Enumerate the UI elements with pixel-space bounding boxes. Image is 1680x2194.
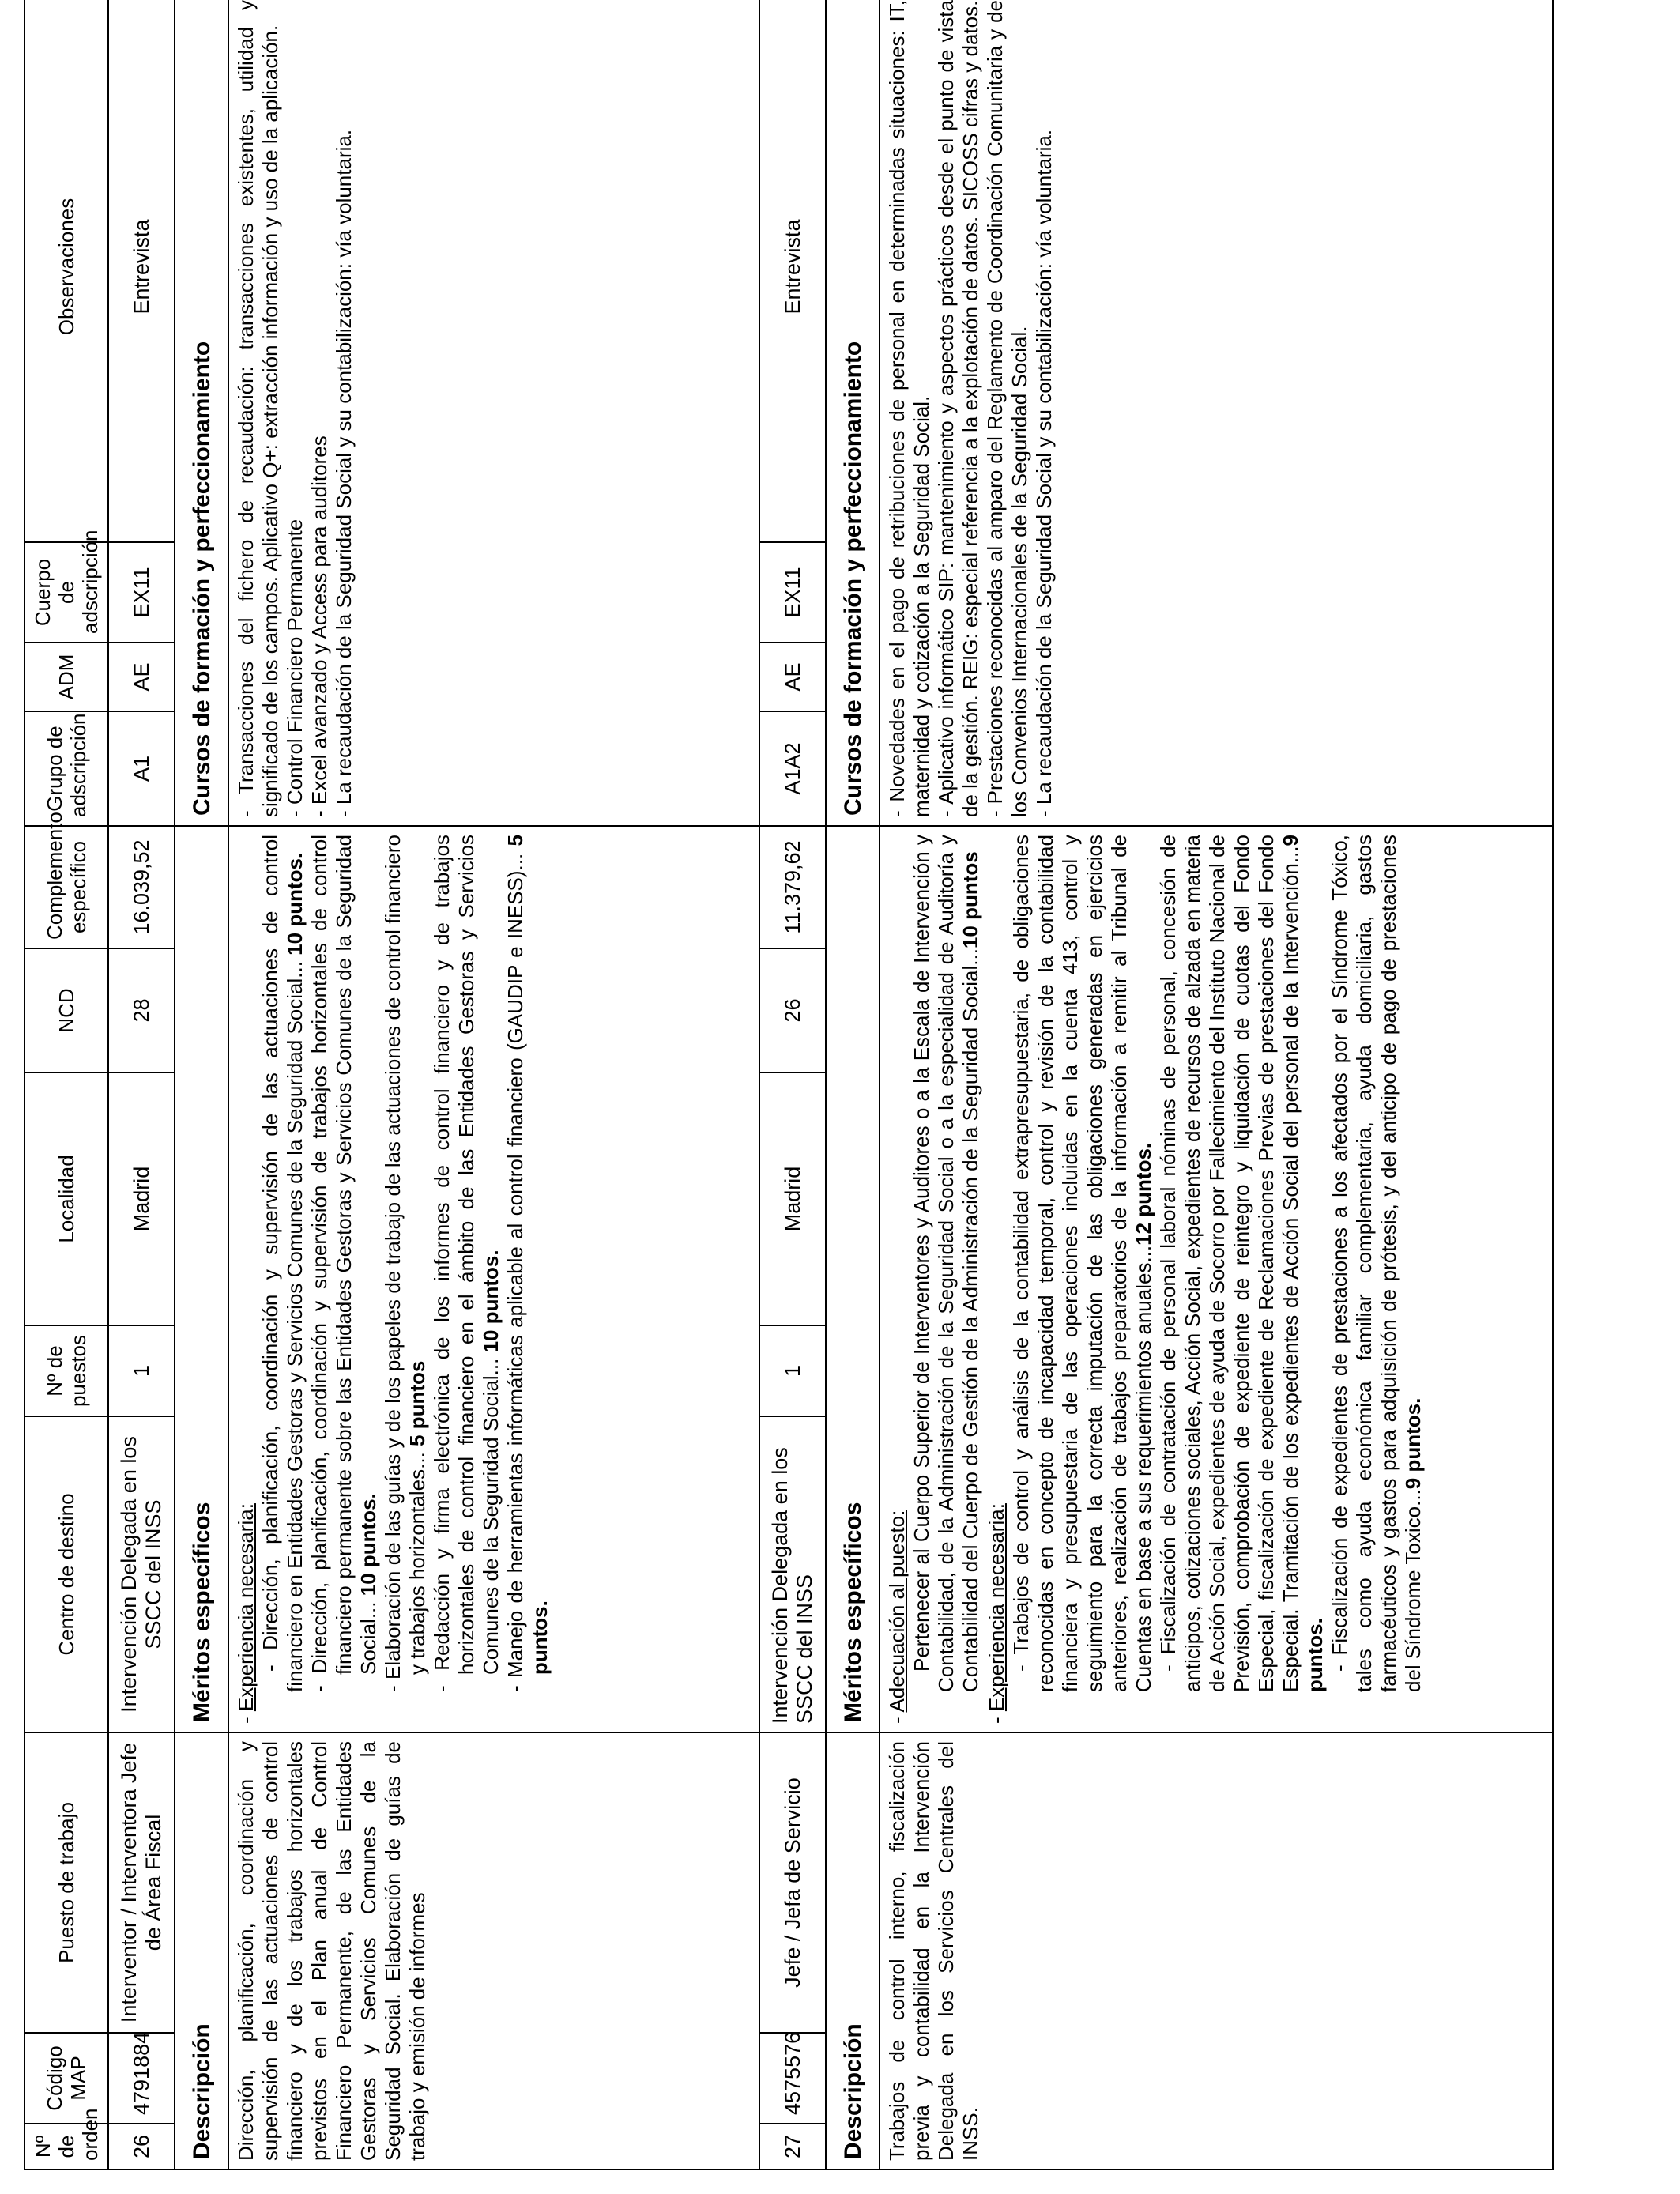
row-orden: 27 <box>759 2124 826 2169</box>
adecuacion-points: 10 puntos <box>959 851 982 949</box>
merito-item: - Manejo de herramientas informáticas aplicable al control financiero (GAUDIP e INESS)... 5 puntos. <box>503 835 552 1692</box>
adecuacion-item <box>910 835 983 1724</box>
cursos-cell <box>228 0 759 826</box>
header-complemento: Complemento específico <box>24 826 108 948</box>
merito-points: 9 puntos. <box>1279 835 1327 1692</box>
merito-text: Manejo de herramientas informáticas aplicable al control financiero (GAUDIP e INESS)... <box>503 853 527 1679</box>
merito-item: - Trabajos de control y análisis de la contabilidad extrapresupuestaria, de obligaciones reconocidas en concepto de incapacidad temporal, control y revisión de la contabilidad financiera y presupuestaria de las operaciones incluidas en la cuenta 413, control y seguimiento para la correcta imputación de las obligaciones generadas en ejercicios anteriores, realización de trabajos preparatorios de la información a remitir al Tribunal de Cuentas en base a sus requerimientos anuales...12 puntos. <box>1009 835 1155 1692</box>
adecuacion-text: Pertenecer al Cuerpo Superior de Interventores y Auditores o a la Escala de Intervención y Contabilidad, de la Administración de la Seguridad Social o a la especialidad de Auditoría y Contabilidad del Cuerpo de Gestión de la Administración de la Seguridad Social... <box>910 835 982 1692</box>
merito-item: - Dirección, planificación, coordinación y supervisión de las actuaciones de control financiero en Entidades Gestoras y Servicios Comunes de la Seguridad Social... 10 puntos. <box>258 835 307 1692</box>
curso-item: - Excel avanzado y Access para auditores <box>307 435 331 817</box>
merito-item: - Redacción y firma electrónica de los informes de control financiero y de trabajos horizontales de control financiero en el ámbito de las Entidades Gestoras y Servicios Comunes de la Seguridad Social... 10 puntos. <box>430 835 503 1692</box>
job-positions-table <box>24 0 1554 2170</box>
label-cursos: Cursos de formación y perfeccionamiento <box>826 0 880 826</box>
curso-item: - La recaudación de la Seguridad Social y su contabilización: vía voluntaria. <box>1032 129 1056 817</box>
header-grupo: Grupo de adscripción <box>24 711 108 826</box>
experiencia-heading: Experiencia necesaria: <box>234 1503 258 1712</box>
table-row <box>759 0 826 2169</box>
merito-item: - Dirección, planificación, coordinación y supervisión de trabajos horizontales de control financiero permanente sobre las Entidades Gestoras y Servicios Comunes de la Seguridad Social... 10 puntos. <box>307 835 380 1692</box>
label-cursos: Cursos de formación y perfeccionamiento <box>175 0 228 826</box>
label-descripcion: Descripción <box>826 1732 880 2169</box>
curso-item: - Transacciones del fichero de recaudación: transacciones existentes, utilidad y significado de los campos. Aplicativo Q+: extracción información y uso de la aplicación. <box>234 0 282 817</box>
section-label-row <box>175 0 228 2169</box>
row-observaciones: Entrevista <box>108 0 175 542</box>
header-npuestos: Nº de puestos <box>24 1325 108 1416</box>
row-cuerpo: EX11 <box>759 542 826 643</box>
row-localidad: Madrid <box>759 1072 826 1325</box>
row-localidad: Madrid <box>108 1072 175 1325</box>
merito-text: Trabajos de control y análisis de la contabilidad extrapresupuestaria, de obligaciones reconocidas en concepto de incapacidad temporal, control y revisión de la contabilidad financiera y presupuestaria de las operaciones incluidas en la cuenta 413, control y seguimiento para la correcta imputación de las obligaciones generadas en ejercicios anteriores, realización de trabajos preparatorios de la información a remitir al Tribunal de Cuentas en base a sus requerimientos anuales... <box>1009 835 1155 1692</box>
header-puesto: Puesto de trabajo <box>24 1732 108 2033</box>
row-cuerpo: EX11 <box>108 542 175 643</box>
row-codigo: 4575576 <box>759 2033 826 2124</box>
curso-item: - Prestaciones reconocidas al amparo del Reglamento de Coordinación Comunitaria y de los Convenios Internacionales de la Seguridad Social. <box>983 0 1031 817</box>
row-puesto: Jefe / Jefa de Servicio <box>759 1732 826 2033</box>
meritos-cell <box>880 826 1553 1732</box>
row-orden: 26 <box>108 2124 175 2169</box>
adecuacion-heading: Adecuación al puesto: <box>885 1510 909 1713</box>
merito-text: Fiscalización de expedientes de prestaciones a los afectados por el Síndrome Tóxico, tales como ayuda económica familiar complementaria, ayuda domiciliaria, gastos farmacéuticos y gastos para adquisición de prótesis, y del anticipo de pago de prestaciones del Síndrome Toxico... <box>1328 835 1425 1692</box>
descripcion-text: Trabajos de control interno, fiscalización previa y contabilidad en la Intervención Delegada en los Servicios Centrales del INSS. <box>880 1732 1553 2169</box>
merito-text: Redacción y firma electrónica de los informes de control financiero y de trabajos horizontales de control financiero en el ámbito de las Entidades Gestoras y Servicios Comunes de la Seguridad Social... <box>430 835 503 1675</box>
merito-points: 10 puntos. <box>283 852 307 956</box>
row-adm: AE <box>108 643 175 711</box>
table-row <box>108 0 175 2169</box>
merito-text: Dirección, planificación, coordinación y supervisión de trabajos horizontales de control financiero permanente sobre las Entidades Gestoras y Servicios Comunes de la Seguridad Social... <box>307 835 380 1675</box>
section-label-row <box>826 0 880 2169</box>
label-descripcion: Descripción <box>175 1732 228 2169</box>
merito-points: 9 puntos. <box>1401 1397 1425 1490</box>
row-ncd: 28 <box>108 948 175 1072</box>
merito-item: - Elaboración de las guías y de los papeles de trabajo de las actuaciones de control financiero y trabajos horizontales... 5 puntos <box>381 834 429 1692</box>
label-meritos: Méritos específicos <box>826 826 880 1732</box>
merito-points: 12 puntos. <box>1132 1142 1155 1246</box>
row-npuestos: 1 <box>108 1325 175 1416</box>
label-meritos: Méritos específicos <box>175 826 228 1732</box>
detail-row <box>228 0 759 2169</box>
merito-item: - Fiscalización de contratación de personal laboral nóminas de personal, concesión de anticipos, cotizaciones sociales, Acción Social, expedientes de recursos de alzada en materia de Acción Social, expedientes de ayuda de Socorro por Fallecimiento del Instituto Nacional de Previsión, comprobación de expediente de reintegro y liquidación de cuotas del Fondo Especial, fiscalización de expediente de Reclamaciones Previas de prestaciones del Fondo Especial. Tramitación de los expedientes de Acción Social del personal de la Intervención...9 puntos. <box>1156 835 1327 1692</box>
row-adm: AE <box>759 643 826 711</box>
curso-item: - Aplicativo informático SIP: mantenimiento y aspectos prácticos desde el punto de vista de la gestión. REIG: especial referencia a la explotación de datos. SICOSS cifras y datos. <box>934 0 982 817</box>
header-orden: Nº de orden <box>24 2124 108 2169</box>
row-complemento: 11.379,62 <box>759 826 826 948</box>
cursos-cell <box>880 0 1553 826</box>
curso-item: - Control Financiero Permanente <box>283 518 307 817</box>
meritos-cell <box>228 826 759 1732</box>
rotated-document-page <box>24 0 1425 2170</box>
header-centro: Centro de destino <box>24 1416 108 1732</box>
merito-points: 5 puntos <box>405 1360 429 1446</box>
row-centro: Intervención Delegada en los SSCC del INSS <box>108 1416 175 1732</box>
header-observaciones: Observaciones <box>24 0 108 542</box>
merito-text: Elaboración de las guías y de los papeles de trabajo de las actuaciones de control financiero y trabajos horizontales... <box>381 834 429 1679</box>
merito-points: 5 puntos. <box>503 835 552 1675</box>
adecuacion-heading-line: - Adecuación al puesto: <box>885 1510 909 1724</box>
merito-points: 10 puntos. <box>356 1493 380 1596</box>
merito-text: Dirección, planificación, coordinación y supervisión de las actuaciones de control financiero en Entidades Gestoras y Servicios Comunes de la Seguridad Social... <box>258 835 307 1692</box>
row-grupo: A1 <box>108 711 175 826</box>
header-codigo: Código MAP <box>24 2033 108 2124</box>
header-adm: ADM <box>24 643 108 711</box>
curso-item: - La recaudación de la Seguridad Social y su contabilización: vía voluntaria. <box>332 129 356 817</box>
descripcion-text: Dirección, planificación, coordinación y supervisión de las actuaciones de control financiero y de los trabajos horizontales previstos en el Plan anual de Control Financiero Permanente, de las Entidades Gestoras y Servicios Comunes de la Seguridad Social. Elaboración de guías de trabajo y emisión de informes <box>228 1732 759 2169</box>
curso-item: - Novedades en el pago de retribuciones de personal en determinadas situaciones: IT, maternidad y cotización a la Seguridad Social. <box>885 0 933 817</box>
merito-text: Fiscalización de contratación de personal laboral nóminas de personal, concesión de anticipos, cotizaciones sociales, Acción Social, expedientes de recursos de alzada en materia de Acción Social, expedientes de ayuda de Socorro por Fallecimiento del Instituto Nacional de Previsión, comprobación de expediente de reintegro y liquidación de cuotas del Fondo Especial, fiscalización de expediente de Reclamaciones Previas de prestaciones del Fondo Especial. Tramitación de los expedientes de Acción Social del personal de la Intervención... <box>1156 835 1302 1692</box>
row-observaciones: Entrevista <box>759 0 826 542</box>
table-header-row <box>24 0 108 2169</box>
experiencia-heading: Experiencia necesaria: <box>985 1503 1008 1712</box>
meritos-heading-line: - Experiencia necesaria: <box>985 1503 1008 1724</box>
row-puesto: Interventor / Interventora Jefe de Área Fiscal <box>108 1732 175 2033</box>
row-centro: Intervención Delegada en los SSCC del INSS <box>759 1416 826 1732</box>
row-codigo: 4791884 <box>108 2033 175 2124</box>
row-complemento: 16.039,52 <box>108 826 175 948</box>
header-cuerpo: Cuerpo de adscripción <box>24 542 108 643</box>
merito-item: - Fiscalización de expedientes de prestaciones a los afectados por el Síndrome Tóxico, tales como ayuda económica familiar complementaria, ayuda domiciliaria, gastos farmacéuticos y gastos para adquisición de prótesis, y del anticipo de pago de prestaciones del Síndrome Toxico...9 puntos. <box>1328 835 1425 1692</box>
row-grupo: A1A2 <box>759 711 826 826</box>
header-ncd: NCD <box>24 948 108 1072</box>
row-ncd: 26 <box>759 948 826 1072</box>
detail-row <box>880 0 1553 2169</box>
meritos-heading-line: - Experiencia necesaria: <box>234 1503 258 1724</box>
row-npuestos: 1 <box>759 1325 826 1416</box>
header-localidad: Localidad <box>24 1072 108 1325</box>
merito-points: 10 puntos. <box>479 1250 503 1353</box>
